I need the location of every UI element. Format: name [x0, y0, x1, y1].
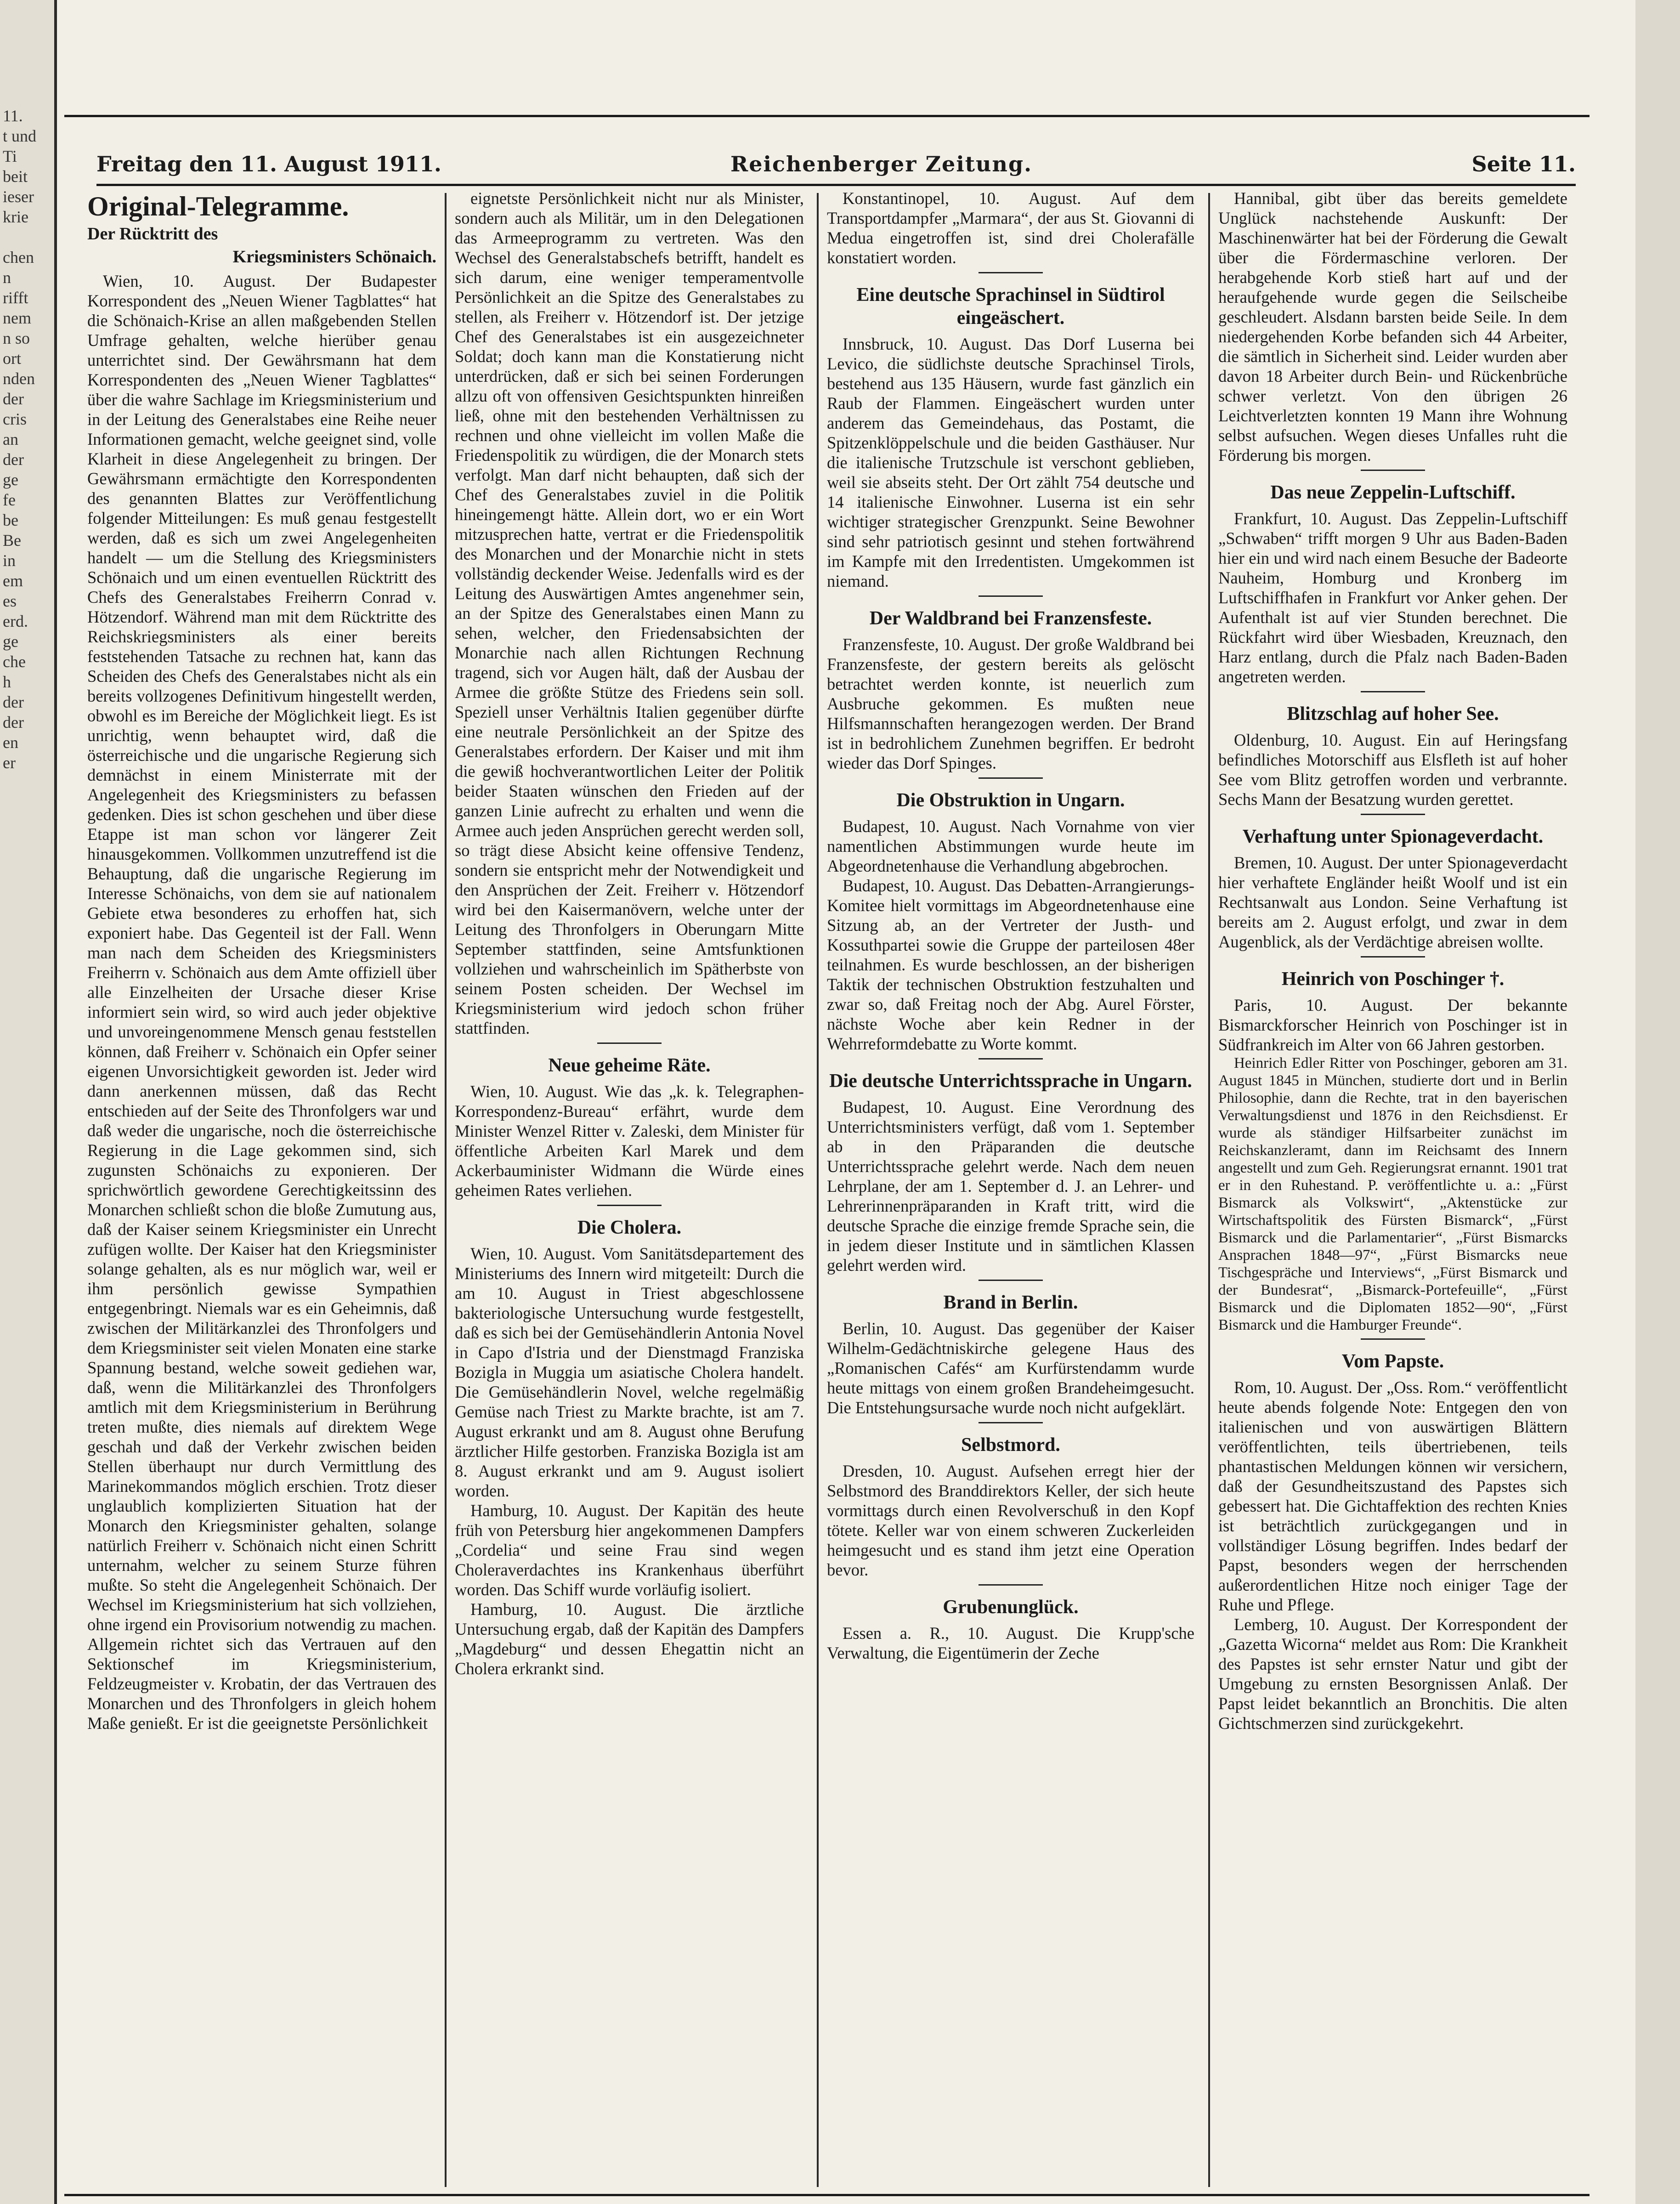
column-4 — [1218, 188, 1567, 2201]
article-paragraph: Budapest, 10. August. Nach Vornahme von vier namentlichen Abstimmungen wurde heute im Abgeordnetenhause die Verhandlung abgebrochen. — [827, 817, 1194, 875]
article-paragraph: Dresden, 10. August. Aufsehen erregt hier der Selbstmord des Branddirektors Keller, der sich heute vormittags durch einen Revolverschuß in den Kopf tötete. Keller war von einem schweren Zuckerleiden heimgesucht und es stand ihm jetzt eine Operation bevor. — [827, 1462, 1194, 1579]
article-paragraph: Bremen, 10. August. Der unter Spionageverdacht hier verhaftete Engländer heißt Woolf und ist ein Rechtsanwalt aus London. Seine Verhaftung ist bereits am 2. August erfolgt, und zwar in dem Augenblick, als der Verdächtige abreisen wollte. — [1218, 853, 1567, 951]
article-separator — [979, 1280, 1043, 1281]
header-date: Freitag den 11. August 1911. — [96, 152, 441, 176]
column-2 — [455, 188, 804, 2201]
article-paragraph: Budapest, 10. August. Das Debatten-Arrangierungs-Komitee hielt vormittags im Abgeordnetenhause eine Sitzung ab, an der Vertreter der Justh- und Kossuthpartei sowie die Gruppe der parteilosen 48er teilnahmen. Es wurde beschlossen, an der bisherigen Taktik der technischen Obstruktion festzuhalten und zwar so, daß Freitag noch der Abg. Aurel Förster, nächste Woche aber kein Redner in der Wehrreformdebatte zu Worte kommt. — [827, 876, 1194, 1053]
article-separator — [1361, 956, 1425, 958]
adjacent-page-fragment — [0, 0, 57, 2204]
article-headline: Blitzschlag auf hoher See. — [1287, 703, 1499, 725]
column-rule — [445, 193, 447, 2187]
article-paragraph: Wien, 10. August. Der Budapester Korrespondent des „Neuen Wiener Tagblattes“ hat die Schönaich-Krise an allen maßgebenden Stellen Umfrage gehalten, welche hierüber genau unterrichtet sind. Der Gewährsmann hat dem Korrespondenten des „Neuen Wiener Tagblattes“ über die wahre Sachlage im Kriegsministerium und in der Leitung des Generalstabes eine Reihe neuer Informationen gemacht, welche geeignet sind, volle Klarheit in diese Angelegenheit zu bringen. Der Gewährsmann ermächtigte den Korrespondenten des genannten Blattes zur Veröffentlichung folgender Mitteilungen: Es muß genau festgestellt werden, daß es sich um zwei Angelegenheiten handelt — um die Stellung des Kriegsministers Schönaich und um einen eventuellen Rücktritt des Chefs des Generalstabes Freiherrn Conrad v. Hötzendorf. Während man mit dem Rücktritte des Reichskriegsministers als einer bereits feststehenden Tatsache zu rechnen hat, kann das Scheiden des Chefs des Generalstabes nicht als ein bereits vollzogenes Definitivum hingestellt werden, obwohl es im Bereiche der Möglichkeit liegt. Es ist unrichtig, wenn behauptet wird, daß die österreichische und die ungarische Regierung sich demnächst in einem Ministerrate mit der Angelegenheit des Kriegsministers zu befassen gedenken. Dies ist schon geschehen und über diese Etappe ist man schon vor längerer Zeit hinausgekommen. Vollkommen unzutreffend ist die Behauptung, daß die ungarische Regierung im Interesse Schönaichs, von dem sie auf nationalem Gebiete etwa besonderes zu erhoffen hat, sich exponiert habe. Das Gegenteil ist der Fall. Wenn man nach dem Scheiden des Kriegsministers Freiherrn v. Schönaich aus dem Amte offiziell über alle Einzelheiten der Ursache dieser Krise informiert sein wird, so wird auch jeder objektive und unvoreingenommene Mensch genau feststellen können, daß Freiherr v. Schönaich ein Opfer seiner eigenen Unvorsichtigkeit geworden ist. Jeder wird dann anerkennen müssen, daß das Recht entschieden auf der Seite des Thronfolgers war und daß weder die ungarische, noch die österreichische Regierung in die Lage gekommen sind, sich zugunsten Schönaichs zu exponieren. Der sprichwörtlich gewordene Gerechtigkeitssinn des Monarchen schließt schon die bloße Zumutung aus, daß der Kaiser seinem Kriegsminister ein Unrecht zufügen wollte. Der Kaiser hat den Kriegsminister solange gehalten, als es nur möglich war, weil er ihm persönlich gewisse Sympathien entgegenbringt. Niemals war es ein Geheimnis, daß zwischen der Militärkanzlei des Thronfolgers und dem Kriegsminister seit vielen Monaten eine starke Spannung bestand, welche soweit gediehen war, daß, wenn die Militärkanzlei des Thronfolgers amtlich mit dem Kriegsministerium in Berührung treten mußte, dies niemals auf direktem Wege geschah und daß der Verkehr zwischen beiden Stellen überhaupt nur durch Vermittlung des Marinekommandos möglich erschien. Trotz dieser unglaublich komplizierten Situation hat der Monarch den Kriegsminister gehalten, solange natürlich Freiherr v. Schönaich nicht einen Schritt unternahm, welcher zu seinem Sturze führen mußte. So steht die Angelegenheit Schönaich. Der Wechsel im Kriegsministerium hat sich vollziehen, ohne irgend ein Provisorium notwendig zu machen. Allgemein richtet sich das Vertrauen auf den Sektionschef im Kriegsministerium, Feldzeugmeister v. Krobatin, der das Vertrauen des Monarchen und des Thronfolgers in gleich hohem Maße genießt. Er ist die geeignetste Persönlichkeit — [87, 272, 436, 1733]
column-rule — [1208, 193, 1210, 2187]
masthead-title: Reichenberger Zeitung. — [730, 152, 1033, 176]
article-separator — [1361, 1338, 1425, 1340]
adjacent-page-text: 11. t und Ti beit ieser krie chen n rifft nem n so ort nden der cris an der ge fe be Be in em es erd. ge che h der der en er — [3, 107, 37, 772]
article-headline: Der Rücktritt des — [87, 224, 218, 244]
article-separator — [979, 1584, 1043, 1586]
article-headline: Die Obstruktion in Ungarn. — [896, 790, 1125, 811]
column-1 — [87, 188, 436, 2201]
article-headline: Das neue Zeppelin-Luftschiff. — [1270, 482, 1516, 503]
article-headline: Grubenunglück. — [943, 1597, 1079, 1618]
article-paragraph: Berlin, 10. August. Das gegenüber der Kaiser Wilhelm-Gedächtniskirche gelegene Haus des „Romanischen Cafés“ am Kurfürstendamm wurde heute mittags von einem großen Brandeheimgesucht. Die Entstehungsursache wurde noch nicht aufgeklärt. — [827, 1319, 1194, 1417]
column-rule — [817, 193, 819, 2187]
article-separator — [979, 595, 1043, 597]
article-paragraph: Rom, 10. August. Der „Oss. Rom.“ veröffentlicht heute abends folgende Note: Entgegen den von italienischen und von auswärtigen Blättern veröffentlichten, teils übertriebenen, teils phantastischen Meldungen können wir versichern, daß der Gesundheitszustand des Papstes sich gebessert hat. Die Gichtaffektion des rechten Knies ist beträchtlich zurückgegangen und in vollständiger Lösung begriffen. Indes bedarf der Papst, besonders wegen der herrschenden außerordentlichen Hitze noch einiger Tage der Ruhe und Pflege. — [1218, 1378, 1567, 1614]
article-paragraph: Wien, 10. August. Wie das „k. k. Telegraphen-Korrespondenz-Bureau“ erfährt, wurde dem Minister Wenzel Ritter v. Zaleski, dem Minister für öffentliche Arbeiten Karl Marek und dem Ackerbauminister Widmann die Würde eines geheimen Rates verliehen. — [455, 1082, 804, 1200]
article-separator — [979, 1058, 1043, 1060]
article-separator — [1361, 814, 1425, 815]
article-headline: Kriegsministers Schönaich. — [232, 247, 436, 266]
article-paragraph: Budapest, 10. August. Eine Verordnung des Unterrichtsministers verfügt, daß vom 1. September ab in den Präparanden die deutsche Unterrichtssprache gelehrt werde. Nach dem neuen Lehrplane, der am 1. September d. J. an Lehrer- und Lehrerinnenpräparanden in Kraft tritt, wird die deutsche Sprache die einzige fremde Sprache sein, die in jedem dieser Institute und in sämtlichen Klassen gelehrt werden wird. — [827, 1098, 1194, 1275]
article-paragraph: Franzensfeste, 10. August. Der große Waldbrand bei Franzensfeste, der gestern bereits als gelöscht betrachtet werden konnte, ist neuerlich zum Ausbruche gekommen. Es mußten neue Hilfsmannschaften herangezogen werden. Der Brand ist in bedrohlichem Zunehmen begriffen. Er bedroht wieder das Dorf Spinges. — [827, 635, 1194, 772]
article-separator — [597, 1205, 662, 1206]
article-note: Heinrich Edler Ritter von Poschinger, geboren am 31. August 1845 in München, studierte dort und in Berlin Philosophie, dann die Rechte, trat in den bayerischen Verwaltungsdienst und 1876 in den Reichsdienst. Er wurde als ständiger Hilfsarbeiter zunächst im Reichskanzleramt, dann im Reichsamt des Innern angestellt und zum Geh. Regierungsrat ernannt. 1901 trat er in den Ruhestand. P. veröffentlichte u. a.: „Fürst Bismarck als Volkswirt“, „Aktenstücke zur Wirtschaftspolitik des Fürsten Bismarck“, „Fürst Bismarck und die Parlamentarier“, „Fürst Bismarcks Ansprachen 1848—97“, „Fürst Bismarcks neue Tischgespräche und Interviews“, „Fürst Bismarck und der Bundesrat“, „Bismarck-Portefeuille“, „Fürst Bismarck und die Diplomaten 1852—90“, „Fürst Bismarck und die Hamburger Freunde“. — [1218, 1055, 1567, 1333]
article-headline: Vom Papste. — [1341, 1351, 1444, 1372]
article-paragraph: Essen a. R., 10. August. Die Krupp'sche Verwaltung, die Eigentümerin der Zeche — [827, 1624, 1194, 1662]
article-paragraph: eignetste Persönlichkeit nicht nur als Minister, sondern auch als Militär, um in den Delegationen das Armeeprogramm zu vertreten. Was den Wechsel des Generalstabschefs betrifft, handelt es sich darum, eine weniger temperamentvolle Persönlichkeit an die Spitze des Generalstabes zu stellen, als Freiherr v. Hötzendorf ist. Der jetzige Chef des Generalstabes ist ein ausgezeichneter Soldat; doch kann man die Konstatierung nicht unterdrücken, daß er sich bei seinen Forderungen allzu oft von offensiven Gesichtspunkten hinreißen ließ, ohne mit den bestehenden Verhältnissen zu rechnen und ohne vielleicht im vollen Maße die Friedenspolitik zu würdigen, die der Monarch stets verfolgt. Man darf nicht behaupten, daß sich der Chef des Generalstabes zuviel in die Politik hineingemengt hätte. Allein dort, wo er ein Wort mitzusprechen hatte, vertrat er die Friedenspolitik des Monarchen und der Monarchie nicht in stets vollständig deckender Weise. Jedenfalls wird es der Leitung des Auswärtigen Amtes angenehmer sein, an der Spitze des Generalstabes einen Mann zu sehen, welcher, den Friedensabsichten der Monarchie nach allen Richtungen Rechnung tragend, sich vor Augen hält, daß der Ausbau der Armee die größte Stütze des Friedens sein soll. Speziell unser Verhältnis Italien gegenüber dürfte eine neutrale Persönlichkeit an der Spitze des Generalstabes erfordern. Der Kaiser und mit ihm die gewiß hochverantwortlichen Leiter der Politik beider Staaten wünschen den Frieden auf der ganzen Linie aufrecht zu erhalten und wenn die Armee auch jeden Ansprüchen gerecht werden soll, so trägt diese Absicht keine offensive Tendenz, sondern sie entspricht mehr der Notwendigkeit und den Ansprüchen der Zeit. Freiherr v. Hötzendorf wird bei den Kaisermanövern, welche unter der Leitung des Thronfolgers in Oberungarn Mitte September stattfinden, seine Amtsfunktionen vollziehen und wahrscheinlich im Spätherbste von seinem Posten scheiden. Der Wechsel im Kriegsministerium wird jedoch schon früher stattfinden. — [455, 189, 804, 1037]
article-separator — [1361, 470, 1425, 471]
article-separator — [979, 272, 1043, 273]
article-headline: Neue geheime Räte. — [548, 1055, 711, 1076]
article-paragraph: Hannibal, gibt über das bereits gemeldete Unglück nachstehende Auskunft: Der Maschinenwärter hat bei der Förderung die Gewalt über die Fördermaschine verloren. Der herabgehende Korb stieß hart auf und der heraufgehende wurde gegen die Seilscheibe geschleudert. Alsdann barsten beide Seile. In dem niedergehenden Korbe befanden sich 44 Arbeiter, die sämtlich in Sicherheit sind. Leider wurden aber davon 18 Arbeiter durch Bein- und Rückenbrüche schwer verletzt. Von den übrigen 26 Leichtverletzten konnten 19 Mann ihre Wohnung selbst aufsuchen. Wegen dieses Unfalles ruht die Förderung bis morgen. — [1218, 189, 1567, 465]
article-paragraph: Hamburg, 10. August. Die ärztliche Untersuchung ergab, daß der Kapitän des Dampfers „Magdeburg“ und dessen Ehegattin nicht an Cholera erkrankt sind. — [455, 1600, 804, 1678]
article-headline: Brand in Berlin. — [943, 1292, 1078, 1313]
section-title: Original-Telegramme. — [87, 191, 349, 221]
article-paragraph: Innsbruck, 10. August. Das Dorf Luserna bei Levico, die südlichste deutsche Sprachinsel Tirols, bestehend aus 135 Häusern, wurde fast gänzlich ein Raub der Flammen. Eingeäschert wurden unter anderem das Gemeindehaus, das Postamt, die Spitzenklöppelschule und die beiden Gasthäuser. Nur die italienische Trutzschule ist verschont geblieben, weil sie abseits steht. Der Ort zählt 754 deutsche und 14 italienische Einwohner. Luserna ist ein sehr wichtiger strategischer Grenzpunkt. Seine Bewohner sind sehr patriotisch gesinnt und stehen fortwährend im Kampfe mit den Irredentisten. Umgekommen ist niemand. — [827, 334, 1194, 590]
article-paragraph: Oldenburg, 10. August. Ein auf Heringsfang befindliches Motorschiff aus Elsfleth ist auf hoher See vom Blitz getroffen worden und verbrannte. Sechs Mann der Besatzung wurden gerettet. — [1218, 731, 1567, 809]
article-paragraph: Frankfurt, 10. August. Das Zeppelin-Luftschiff „Schwaben“ trifft morgen 9 Uhr aus Baden-Baden hier ein und wird nach einem Besuche der Badeorte Nauheim, Homburg und Kronberg im Luftschiffhafen in Frankfurt vor Anker gehen. Der Aufenthalt ist auf vier Stunden berechnet. Die Rückfahrt wird über Wiesbaden, Kreuznach, den Harz entlang, durch die Pfalz nach Baden-Baden angetreten werden. — [1218, 509, 1567, 686]
article-separator — [979, 1422, 1043, 1423]
article-separator — [597, 1043, 662, 1044]
article-headline: Selbstmord. — [961, 1434, 1060, 1456]
article-separator — [979, 777, 1043, 779]
article-headline: Die Cholera. — [577, 1217, 682, 1238]
article-paragraph: Lemberg, 10. August. Der Korrespondent der „Gazetta Wicorna“ meldet aus Rom: Die Krankheit des Papstes ist sehr ernster Natur und gibt der Umgebung zu ernsten Besorgnissen Anlaß. Der Papst leidet bekanntlich an Bronchitis. Die alten Gichtschmerzen sind zurückgekehrt. — [1218, 1615, 1567, 1733]
article-headline: Heinrich von Poschinger †. — [1281, 969, 1505, 990]
article-separator — [1361, 691, 1425, 692]
article-paragraph: Wien, 10. August. Vom Sanitätsdepartement des Ministeriums des Innern wird mitgeteilt: Durch die am 10. August in Triest abgeschlossene bakteriologische Untersuchung wurde festgestellt, daß es sich bei der Gemüsehändlerin Antonia Novel in Capo d'Istria und der Dienstmagd Franziska Bozigla in Muggia um asiatische Cholera handelt. Die Gemüsehändlerin Novel, welche regelmäßig Gemüse nach Triest zu Markte brachte, ist am 7. August erkrankt und am 8. August ohne Berufung ärztlicher Hilfe gestorben. Franziska Bozigla ist am 8. August erkrankt und am 9. August isoliert worden. — [455, 1244, 804, 1500]
article-headline: Die deutsche Unterrichtssprache in Ungarn. — [829, 1071, 1192, 1092]
article-headline: Der Waldbrand bei Franzensfeste. — [869, 608, 1152, 629]
article-headline: Verhaftung unter Spionageverdacht. — [1242, 826, 1544, 847]
page-edge — [1635, 0, 1680, 2204]
article-paragraph: Konstantinopel, 10. August. Auf dem Transportdampfer „Marmara“, der aus St. Giovanni di Medua eingetroffen ist, sind drei Cholerafälle konstatiert worden. — [827, 189, 1194, 267]
column-3 — [827, 188, 1194, 2201]
page-number: Seite 11. — [1471, 152, 1576, 176]
page-header — [96, 147, 1576, 186]
article-paragraph: Hamburg, 10. August. Der Kapitän des heute früh von Petersburg hier angekommenen Dampfers „Cordelia“ und seine Frau sind wegen Choleraverdachtes ins Krankenhaus überführt worden. Das Schiff wurde vorläufig isoliert. — [455, 1501, 804, 1599]
article-headline: Eine deutsche Sprachinsel in Südtirol eingeäschert. — [856, 284, 1165, 329]
article-paragraph: Paris, 10. August. Der bekannte Bismarckforscher Heinrich von Poschinger ist in Südfrankreich im Alter von 66 Jahren gestorben. — [1218, 996, 1567, 1054]
